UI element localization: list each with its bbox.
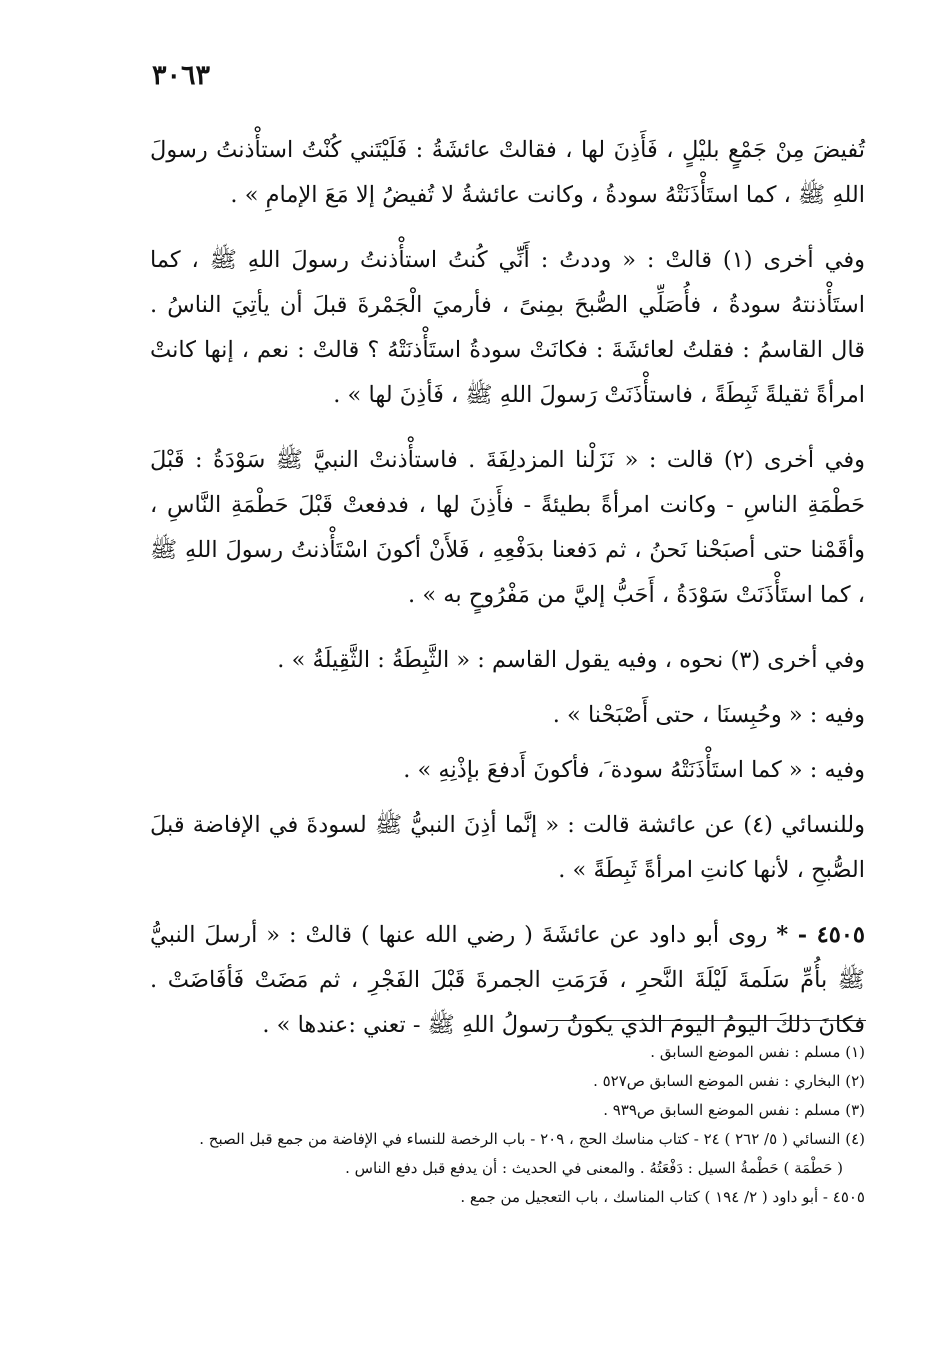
footnote: (٢) البخاري : نفس الموضع السابق ص٥٢٧ .	[593, 1072, 865, 1090]
hadith-paragraph	[150, 913, 865, 1048]
footnote-divider	[546, 1020, 866, 1021]
hadith-number: ٤٥٠٥ - *	[776, 922, 865, 948]
paragraph: وفيه : « كما استَأْذَنَتْهُ سودة َ، فأكونَ أَدفعَ بإذْنِهِ » .	[403, 757, 865, 783]
footnote: (١) مسلم : نفس الموضع السابق .	[650, 1043, 865, 1061]
footnote-gloss: ( حَطْمَة ) حَطْمةُ السيل : دَفْعَتُهُ . والمعنى في الحديث : أن يدفع قبل دفع الناس .	[345, 1159, 843, 1177]
paragraph: وللنسائي (٤) عن عائشة قالت : « إنَّما أذِنَ النبيُّ ﷺ لسودةَ في الإفاضة قبلَ الصُّبحِ ، لأنها كانتِ امرأةً ثَبِطَةً » .	[150, 812, 865, 883]
footnotes	[150, 1038, 865, 1212]
paragraph: وفي أخرى (٢) قالت : « نَزَلْنا المزدلِفَةَ . فاستأْذنتْ النبيَّ ﷺ سَوْدَةُ : قَبْلَ حَطْمَةِ الناسِ - وكانت امرأةً بطيئةً - فأَذِنَ لها ، فدفعتْ قَبْلَ حَطْمَةِ النَّاسِ ، وأقَمْنا حتى أصبَحْنا نَحنُ ، ثم دَفعنا بدَفْعِهِ ، فَلأَنْ أكونَ اسْتَأْذنتُ رسولَ اللهِ ﷺ ، كما استَأْذَنَتْ سَوْدَةُ ، أَحَبُّ إليَّ من مَفْرُوحٍ به » .	[150, 447, 865, 608]
footnote-source: ٤٥٠٥ - أبو داود ( ٢/ ١٩٤ ) كتاب المناسك ، باب التعجيل من جمع .	[460, 1188, 865, 1206]
footnote: (٤) النسائي ( ٥/ ٢٦٢ ) ٢٤ - كتاب مناسك الحج ، ٢٠٩ - باب الرخصة للنساء في الإفاضة من جمع قبل الصبح .	[199, 1130, 865, 1148]
main-text	[150, 128, 865, 1068]
paragraph: وفي أخرى (٣) نحوه ، وفيه يقول القاسم : « الثَّبِطَةُ : الثَّقِيلَةُ » .	[277, 647, 865, 673]
footnote: (٣) مسلم : نفس الموضع السابق ص٩٣٩ .	[603, 1101, 865, 1119]
paragraph: تُفيضَ مِنْ جَمْعٍ بليْلٍ ، فَأَذِنَ لها ، فقالتْ عائشَةُ : فَلَيْتَني كُنْتُ استأْذنتُ رسولَ اللهِ ﷺ ، كما استَأْذَنَتْهُ سودةُ ، وكانت عائشةُ لا تُفيضُ إلا مَعَ الإمامِ » .	[150, 137, 865, 208]
hadith-text: روى أبو داود عن عائشَةَ ( رضي الله عنها ) قالتْ : « أرسلَ النبيُّ ﷺ بأُمِّ سَلَمةَ لَيْلَةَ النَّحرِ ، فَرَمَتِ الجمرةَ قَبْلَ الفَجْرِ ، ثم مَضَتْ فَأفَاضَتْ . فكانَ ذلكَ اليومُ اليومَ الذي يكونُ رسولُ اللهِ ﷺ - تعني :عندها » .	[150, 922, 865, 1038]
paragraph: وفيه : « وحُبِسنَا ، حتى أَصْبَحْنا » .	[552, 702, 865, 728]
paragraph: وفي أخرى (١) قالتْ : « وددتُ : أَنِّي كُنتُ استأْذنتُ رسولَ اللهِ ﷺ ، كما استَأْذنتهُ سودةُ ، فأُصَلِّي الصُّبحَ بمِنىً ، فأرميَ الْجَمْرةَ قبلَ أن يأتِيَ الناسُ . قال القاسمُ : فقلتُ لعائشَةَ : فكانَتْ سودةُ استَأْذنَتْهُ ؟ قالتْ : نعم ، إنها كانتْ امرأةً ثقيلةً ثَبِطَةً ، فاستأْذَنَتْ رَسولَ اللهِ ﷺ ، فَأذِنَ لها » .	[150, 247, 865, 408]
page-number: ٣٠٦٣	[152, 60, 211, 91]
